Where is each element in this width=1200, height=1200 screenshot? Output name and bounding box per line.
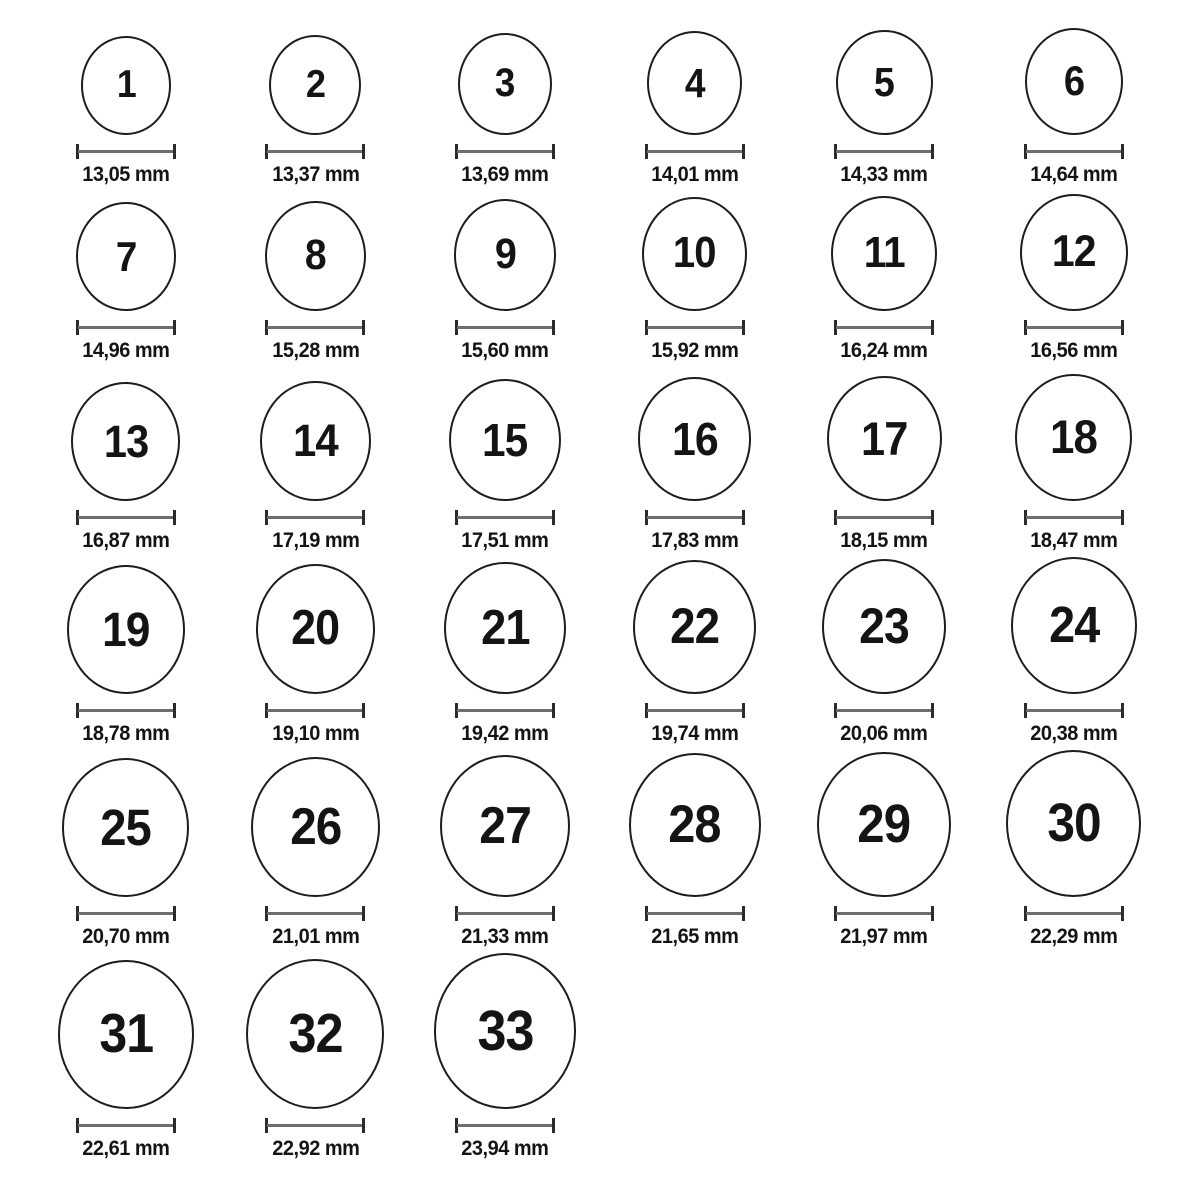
diameter-measure-line: [455, 703, 555, 718]
ring-size-number: 3: [495, 61, 515, 105]
ring-size-number: 30: [1047, 792, 1101, 853]
ring-size-cell: [31, 188, 221, 364]
ring-size-cell: [789, 0, 979, 188]
ring-size-number: 9: [494, 230, 516, 279]
ring-size-number: 16: [671, 412, 718, 465]
ring-size-number: 25: [100, 798, 152, 856]
diameter-label: 19,10 mm: [271, 722, 359, 745]
ring-size-cell: [221, 188, 411, 364]
ring-circle: [265, 201, 366, 312]
diameter-label: 23,94 mm: [461, 1137, 549, 1160]
diameter-measure-line: [76, 320, 176, 335]
diameter-measure-line: [76, 703, 176, 718]
ring-size-number: 20: [291, 601, 340, 656]
ring-size-number: 6: [1063, 57, 1084, 104]
ring-size-number: 17: [860, 411, 908, 465]
diameter-measure-line: [455, 1118, 555, 1133]
ring-circle: [444, 562, 565, 694]
ring-circle: [827, 376, 942, 502]
measure-bar: [1026, 912, 1122, 915]
diameter-label: 21,33 mm: [461, 925, 549, 948]
ring-size-cell: [31, 554, 221, 747]
ring-size-cell: [31, 364, 221, 554]
ring-size-cell: [31, 0, 221, 188]
ring-circle: [62, 758, 189, 897]
ring-size-cell: [979, 747, 1169, 950]
measure-bar: [78, 516, 174, 519]
diameter-measure-line: [834, 906, 934, 921]
ring-circle: [454, 199, 557, 311]
diameter-label: 14,33 mm: [840, 163, 928, 186]
diameter-label: 15,28 mm: [271, 339, 359, 362]
diameter-label: 21,97 mm: [840, 925, 928, 948]
ring-circle: [269, 35, 361, 136]
diameter-label: 13,37 mm: [271, 163, 359, 186]
ring-size-number: 1: [116, 63, 136, 107]
diameter-measure-line: [645, 320, 745, 335]
ring-circle: [633, 560, 756, 694]
measure-bar: [267, 326, 363, 329]
ring-size-cell: [979, 554, 1169, 747]
measure-bar: [457, 912, 553, 915]
measure-bar: [457, 709, 553, 712]
measure-bar: [78, 709, 174, 712]
ring-circle: [831, 196, 937, 312]
diameter-measure-line: [834, 703, 934, 718]
measure-bar: [1026, 709, 1122, 712]
ring-size-number: 14: [292, 414, 338, 466]
ring-circle: [822, 559, 946, 695]
diameter-measure-line: [76, 510, 176, 525]
measure-bar: [267, 912, 363, 915]
ring-circle: [67, 565, 185, 694]
diameter-measure-line: [265, 144, 365, 159]
diameter-measure-line: [1024, 144, 1124, 159]
diameter-measure-line: [455, 144, 555, 159]
diameter-label: 17,51 mm: [461, 529, 549, 552]
diameter-label: 16,56 mm: [1030, 339, 1118, 362]
ring-size-number: 12: [1051, 227, 1096, 277]
ring-circle: [449, 379, 561, 501]
diameter-label: 20,38 mm: [1030, 722, 1118, 745]
ring-size-number: 23: [859, 597, 909, 655]
diameter-label: 18,78 mm: [82, 722, 170, 745]
ring-circle: [58, 960, 195, 1109]
measure-bar: [267, 709, 363, 712]
diameter-label: 16,87 mm: [82, 529, 170, 552]
ring-size-cell: [31, 747, 221, 950]
ring-size-cell: [600, 0, 790, 188]
diameter-measure-line: [265, 320, 365, 335]
measure-bar: [78, 912, 174, 915]
diameter-measure-line: [834, 510, 934, 525]
ring-size-cell: [410, 188, 600, 364]
ring-size-number: 31: [98, 1003, 153, 1065]
ring-size-number: 29: [857, 794, 911, 854]
ring-circle: [246, 959, 384, 1109]
measure-bar: [457, 516, 553, 519]
measure-bar: [647, 516, 743, 519]
ring-size-number: 28: [668, 794, 721, 854]
ring-size-cell: [410, 950, 600, 1162]
measure-bar: [457, 1124, 553, 1127]
ring-size-cell: [789, 747, 979, 950]
diameter-measure-line: [76, 1118, 176, 1133]
chart-row: [31, 747, 1169, 950]
ring-size-cell: [789, 188, 979, 364]
ring-size-number: 24: [1048, 596, 1099, 654]
ring-size-cell: [979, 0, 1169, 188]
measure-bar: [1026, 326, 1122, 329]
diameter-measure-line: [265, 906, 365, 921]
diameter-measure-line: [1024, 510, 1124, 525]
diameter-measure-line: [645, 703, 745, 718]
ring-size-number: 11: [863, 228, 905, 278]
ring-size-cell: [600, 364, 790, 554]
measure-bar: [647, 709, 743, 712]
diameter-measure-line: [455, 906, 555, 921]
measure-bar: [267, 1124, 363, 1127]
ring-circle: [629, 753, 761, 897]
ring-size-cell: [410, 0, 600, 188]
measure-bar: [457, 326, 553, 329]
measure-bar: [78, 1124, 174, 1127]
ring-size-number: 2: [305, 62, 325, 107]
ring-circle: [251, 757, 380, 897]
ring-circle: [434, 953, 577, 1109]
ring-circle: [81, 36, 172, 135]
ring-circle: [260, 381, 371, 502]
measure-bar: [267, 150, 363, 153]
ring-circle: [76, 202, 176, 311]
diameter-label: 18,15 mm: [840, 529, 928, 552]
diameter-label: 14,96 mm: [82, 339, 170, 362]
diameter-label: 17,19 mm: [271, 529, 359, 552]
diameter-measure-line: [645, 510, 745, 525]
diameter-measure-line: [834, 144, 934, 159]
measure-bar: [836, 709, 932, 712]
chart-row: [31, 554, 1169, 747]
ring-size-cell: [221, 554, 411, 747]
ring-circle: [1025, 28, 1123, 135]
chart-row: [31, 364, 1169, 554]
ring-size-cell: [221, 950, 411, 1162]
measure-bar: [1026, 516, 1122, 519]
ring-size-number: 19: [102, 602, 150, 657]
ring-circle: [1015, 374, 1132, 501]
ring-size-number: 18: [1050, 410, 1098, 464]
ring-size-number: 27: [479, 796, 531, 855]
ring-size-cell: [600, 554, 790, 747]
ring-size-cell: [789, 554, 979, 747]
ring-size-number: 21: [480, 600, 530, 656]
diameter-label: 20,06 mm: [840, 722, 928, 745]
ring-size-cell: [979, 364, 1169, 554]
chart-row: [31, 188, 1169, 364]
diameter-label: 14,64 mm: [1030, 163, 1118, 186]
measure-bar: [647, 150, 743, 153]
ring-size-number: 5: [874, 58, 895, 105]
diameter-label: 13,05 mm: [82, 163, 170, 186]
diameter-label: 17,83 mm: [650, 529, 739, 552]
ring-size-number: 15: [482, 413, 528, 466]
measure-bar: [836, 516, 932, 519]
diameter-measure-line: [1024, 320, 1124, 335]
diameter-measure-line: [1024, 906, 1124, 921]
diameter-label: 22,92 mm: [271, 1137, 359, 1160]
diameter-measure-line: [265, 703, 365, 718]
diameter-measure-line: [265, 1118, 365, 1133]
ring-circle: [647, 31, 742, 135]
chart-row: [31, 0, 1169, 188]
ring-size-cell: [221, 0, 411, 188]
diameter-label: 20,70 mm: [82, 925, 170, 948]
ring-size-cell: [410, 554, 600, 747]
ring-circle: [1006, 750, 1141, 897]
ring-size-cell: [31, 950, 221, 1162]
ring-circle: [440, 755, 570, 897]
diameter-label: 21,65 mm: [650, 925, 739, 948]
ring-size-cell: [221, 364, 411, 554]
ring-circle: [1011, 557, 1137, 694]
diameter-label: 14,01 mm: [650, 163, 739, 186]
diameter-label: 18,47 mm: [1030, 529, 1118, 552]
ring-circle: [1020, 194, 1128, 311]
diameter-label: 19,74 mm: [650, 722, 739, 745]
ring-size-number: 7: [115, 232, 137, 280]
ring-circle: [638, 377, 752, 501]
ring-size-number: 4: [684, 59, 705, 106]
diameter-measure-line: [76, 144, 176, 159]
diameter-label: 19,42 mm: [461, 722, 549, 745]
ring-size-number: 22: [670, 598, 720, 655]
ring-size-number: 26: [289, 796, 341, 855]
diameter-measure-line: [265, 510, 365, 525]
diameter-measure-line: [645, 144, 745, 159]
measure-bar: [457, 150, 553, 153]
diameter-label: 13,69 mm: [461, 163, 549, 186]
diameter-measure-line: [834, 320, 934, 335]
ring-size-number: 10: [673, 229, 716, 278]
measure-bar: [836, 150, 932, 153]
diameter-label: 22,61 mm: [82, 1137, 170, 1160]
ring-size-cell: [410, 747, 600, 950]
ring-circle: [642, 197, 746, 311]
diameter-measure-line: [455, 320, 555, 335]
ring-circle: [458, 33, 552, 135]
ring-size-number: 32: [288, 1002, 343, 1065]
diameter-label: 16,24 mm: [840, 339, 928, 362]
measure-bar: [1026, 150, 1122, 153]
measure-bar: [647, 912, 743, 915]
chart-row: [31, 950, 1169, 1162]
diameter-label: 15,92 mm: [650, 339, 739, 362]
measure-bar: [836, 912, 932, 915]
diameter-measure-line: [455, 510, 555, 525]
ring-size-number: 8: [304, 231, 326, 279]
measure-bar: [647, 326, 743, 329]
ring-size-cell: [410, 364, 600, 554]
ring-size-cell: [600, 188, 790, 364]
measure-bar: [836, 326, 932, 329]
diameter-measure-line: [1024, 703, 1124, 718]
ring-size-cell: [979, 188, 1169, 364]
diameter-measure-line: [76, 906, 176, 921]
ring-circle: [256, 564, 376, 695]
diameter-label: 22,29 mm: [1030, 925, 1118, 948]
measure-bar: [78, 326, 174, 329]
ring-size-number: 13: [103, 416, 148, 468]
measure-bar: [78, 150, 174, 153]
ring-circle: [71, 382, 180, 501]
diameter-measure-line: [645, 906, 745, 921]
ring-size-cell: [789, 364, 979, 554]
diameter-label: 21,01 mm: [271, 925, 359, 948]
measure-bar: [267, 516, 363, 519]
diameter-label: 15,60 mm: [461, 339, 549, 362]
ring-size-cell: [600, 747, 790, 950]
ring-circle: [817, 752, 951, 898]
ring-size-number: 33: [476, 998, 534, 1062]
ring-circle: [836, 30, 933, 136]
ring-size-cell: [221, 747, 411, 950]
